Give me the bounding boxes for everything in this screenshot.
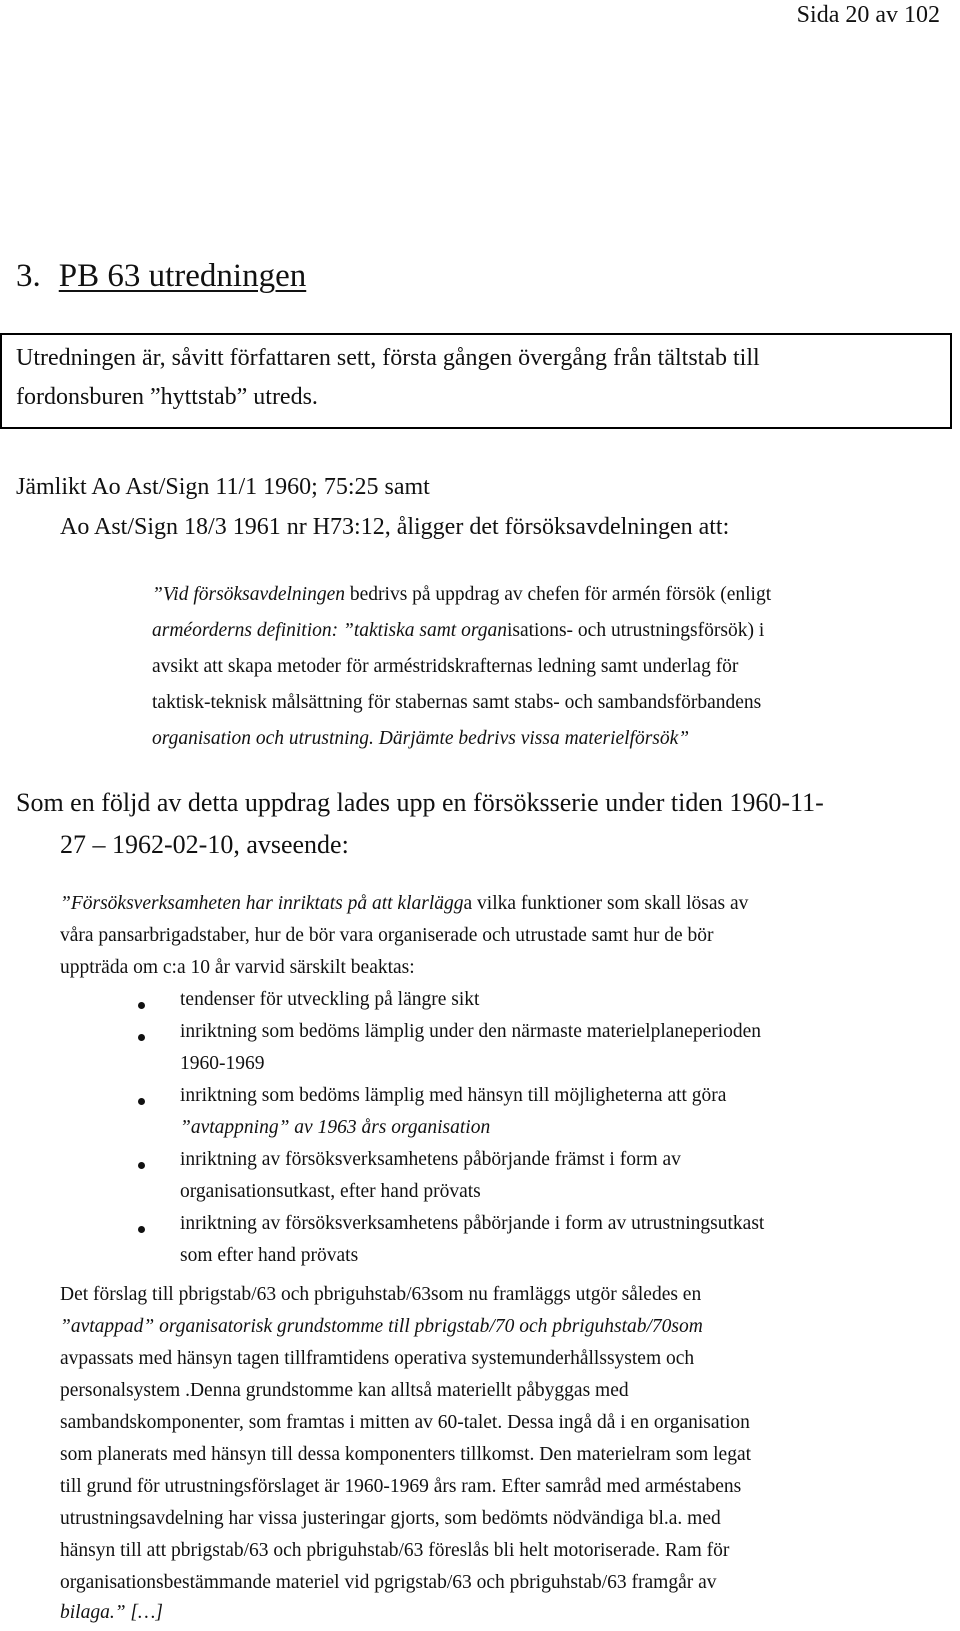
bullet-2-line-2: 1960-1969: [180, 1053, 265, 1074]
bullet-dot-icon: [138, 1002, 145, 1009]
bullet-3-line-1: inriktning som bedöms lämplig med hänsyn till möjligheterna att göra: [180, 1085, 727, 1106]
closing-line-6: som planerats med hänsyn till dessa komponenters tillkomst. Den materielram som legat: [60, 1444, 752, 1465]
quote1-line-1: [152, 584, 771, 606]
bullet-1-line-1: tendenser för utveckling på längre sikt: [180, 989, 480, 1010]
closing-line-1: Det förslag till pbrigstab/63 och pbriguhstab/63som nu framläggs utgör således en: [60, 1284, 702, 1305]
bullet-5-line-1: inriktning av försöksverksamhetens påbörjande i form av utrustningsutkast: [180, 1213, 765, 1234]
quote1-line-2-rest: isations- och utrustningsförsök) i: [506, 620, 765, 641]
section-title: PB 63 utredningen: [58, 258, 307, 294]
quote1-line-4: taktisk-teknisk målsättning för stabernas samt stabs- och sambandsförbandens: [152, 692, 762, 713]
quote1-line-5: [152, 728, 689, 750]
section-number: 3.: [16, 258, 41, 294]
quote1-line-1-rest: bedrivs på uppdrag av chefen för armén försök (enligt: [345, 584, 772, 605]
closing-line-4: personalsystem .Denna grundstomme kan alltså materiellt påbyggas med: [60, 1380, 629, 1401]
result-line-2: 27 – 1962-02-10, avseende:: [60, 830, 349, 859]
highlight-box: [0, 333, 952, 429]
quote2-line-1: [60, 893, 748, 915]
box-line-1: Utredningen är, såvitt författaren sett, första gången övergång från tältstab till: [16, 345, 760, 371]
closing-line-5: sambandskomponenter, som framtas i mitten av 60-talet. Dessa ingå då i en organisation: [60, 1412, 750, 1433]
quote2-line-3: uppträda om c:a 10 år varvid särskilt beaktas:: [60, 957, 415, 978]
closing-line-9: hänsyn till att pbrigstab/63 och pbriguhstab/63 föreslås bli helt motoriserade. Ram för: [60, 1540, 730, 1561]
page-number: Sida 20 av 102: [796, 2, 940, 28]
box-line-2: fordonsburen ”hyttstab” utreds.: [16, 384, 318, 410]
closing-line-11: bilaga.” […]: [60, 1602, 163, 1623]
closing-line-8: utrustningsavdelning har vissa justeringar gjorts, som bedömts nödvändiga bl.a. med: [60, 1508, 721, 1529]
section-heading: [16, 258, 306, 295]
intro-line-1: Jämlikt Ao Ast/Sign 11/1 1960; 75:25 samt: [16, 474, 430, 500]
quote2-line-1-rest: a vilka funktioner som skall lösas av: [463, 893, 749, 914]
bullet-2-line-1: inriktning som bedöms lämplig under den närmaste materielplaneperioden: [180, 1021, 762, 1042]
intro-line-2: Ao Ast/Sign 18/3 1961 nr H73:12, åligger det försöksavdelningen att:: [60, 514, 730, 540]
bullet-dot-icon: [138, 1034, 145, 1041]
quote1-line-3: avsikt att skapa metoder för arméstridskrafternas ledning samt underlag för: [152, 656, 739, 677]
bullet-4-line-1: inriktning av försöksverksamhetens påbörjande främst i form av: [180, 1149, 681, 1170]
closing-line-7: till grund för utrustningsförslaget är 1960-1969 års ram. Efter samråd med arméstabens: [60, 1476, 742, 1497]
closing-line-2: ”avtappad” organisatorisk grundstomme till pbrigstab/70 och pbriguhstab/70som: [60, 1316, 703, 1337]
bullet-4-line-2: organisationsutkast, efter hand prövats: [180, 1181, 481, 1202]
closing-line-10: organisationsbestämmande materiel vid pgrigstab/63 och pbriguhstab/63 framgår av: [60, 1572, 717, 1593]
bullet-5-line-2: som efter hand prövats: [180, 1245, 359, 1266]
result-line-1: Som en följd av detta uppdrag lades upp en försöksserie under tiden 1960-11-: [16, 788, 824, 817]
quote1-line-5-italic: organisation och utrustning.: [152, 728, 374, 749]
bullet-dot-icon: [138, 1226, 145, 1233]
bullet-dot-icon: [138, 1162, 145, 1169]
closing-line-3: avpassats med hänsyn tagen tillframtidens operativa systemunderhållssystem och: [60, 1348, 695, 1369]
quote2-line-2: våra pansarbrigadstaber, hur de bör vara organiserade och utrustade samt hur de bör: [60, 925, 714, 946]
bullet-dot-icon: [138, 1098, 145, 1105]
quote1-line-1-italic: ”Vid försöksavdelningen: [152, 584, 345, 605]
quote1-line-5-rest: Därjämte bedrivs vissa materielförsök”: [373, 728, 690, 749]
quote2-line-1-italic: ”Försöksverksamheten har inriktats på att klarlägg: [60, 893, 464, 914]
quote1-line-2-italic: arméorderns definition: ”taktiska samt organ: [152, 620, 507, 641]
quote1-line-2: [152, 620, 764, 642]
bullet-3-line-2: ”avtappning” av 1963 års organisation: [180, 1117, 491, 1138]
